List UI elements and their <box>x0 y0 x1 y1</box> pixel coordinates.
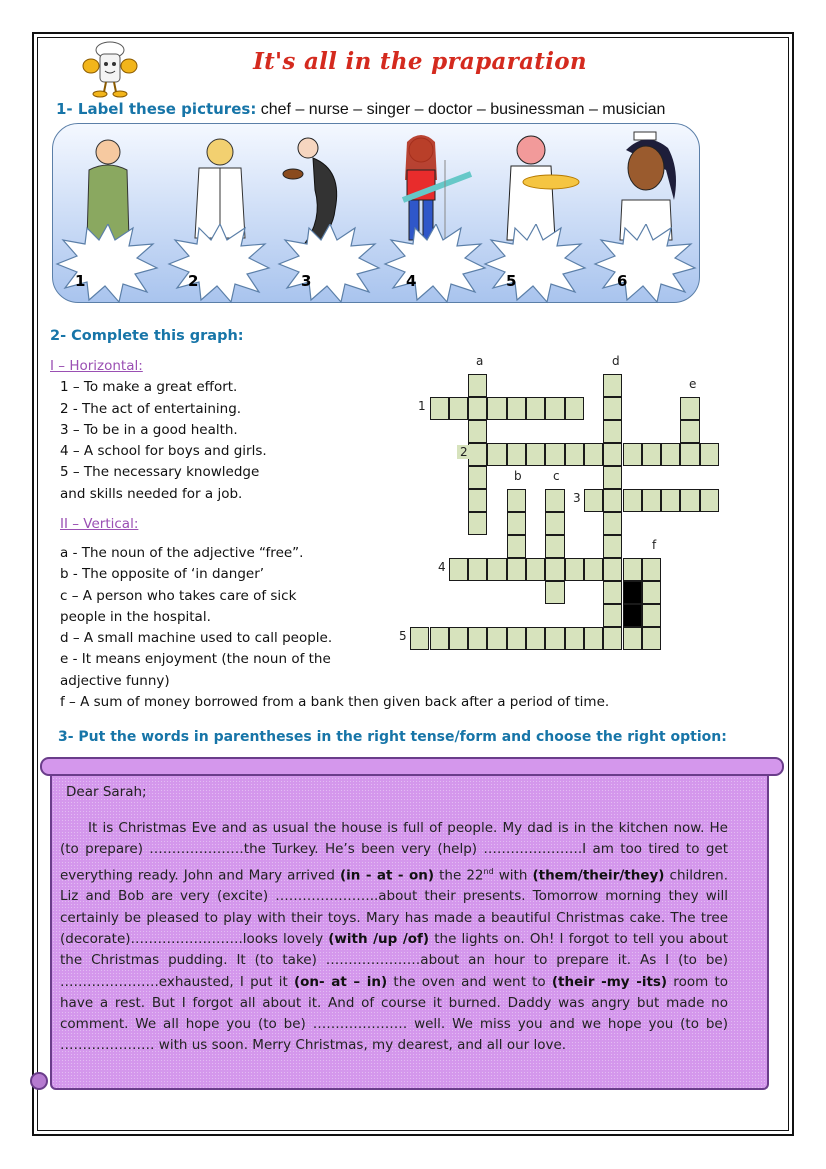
grid-cell[interactable] <box>603 466 622 489</box>
clue: a - The noun of the adjective “free”. <box>60 545 304 561</box>
grid-cell[interactable] <box>603 420 622 443</box>
section2-heading: 2- Complete this graph: <box>50 328 244 344</box>
section1-label: 1- Label these pictures <box>56 100 251 118</box>
grid-cell[interactable] <box>545 397 564 420</box>
horizontal-clues <box>50 356 267 505</box>
grid-cell[interactable] <box>584 558 603 581</box>
scroll-curl <box>30 1072 48 1090</box>
grid-cell[interactable] <box>545 581 564 604</box>
grid-cell[interactable] <box>468 512 487 535</box>
option-choice: (in - at - on) <box>339 867 435 884</box>
pictures-panel <box>52 123 700 303</box>
grid-cell[interactable] <box>507 627 526 650</box>
grid-cell[interactable] <box>545 489 564 512</box>
grid-cell[interactable] <box>430 397 449 420</box>
option-choice: (with /up /of) <box>328 930 430 947</box>
grid-cell[interactable] <box>449 627 468 650</box>
grid-cell[interactable] <box>487 397 506 420</box>
grid-cell[interactable] <box>487 558 506 581</box>
clue: adjective funny) <box>60 672 170 689</box>
grid-number-1: 1 <box>418 399 426 413</box>
grid-cell[interactable] <box>603 627 622 650</box>
vertical-heading-wrap <box>60 514 138 535</box>
grid-cell[interactable] <box>430 627 449 650</box>
grid-cell[interactable] <box>623 443 642 466</box>
grid-cell[interactable] <box>526 627 545 650</box>
clue: people in the hospital. <box>60 608 211 625</box>
grid-black-cell <box>623 581 642 604</box>
grid-cell[interactable] <box>507 489 526 512</box>
letter-body: It is Christmas Eve and as usual the house is full of people. My dad is in the kitchen now. He (to prepare) …………………the Turkey. He’s been very (help) ………………….I am too tired to get everything ready. John and Mary arrived (in - at - on) the 22nd with (them/their/they) children. Liz and Bob are very (excite) …………………..about their presents. Tomorrow morning they will certainly be pleased to play with their toys. Mary has made a beautiful Christmas cake. The tree (decorate)…………………….looks lovely (with /up /of) the lights on. Oh! I forgot to tell you about the Christmas pudding. It (to take) …………………about an hour to prepare it. As I (to be) ………………….exhausted, I put it (on- at – in) the oven and went to (their -my -its) room to have a rest. But I forgot all about it. And of course it burned. Daddy was angry but made no comment. We all hope you (to be) ………………… well. We miss you and we hope you (to be) ………………… with us soon. Merry Christmas, my dearest, and all our love. <box>60 820 729 1054</box>
grid-cell[interactable] <box>642 443 661 466</box>
grid-cell[interactable] <box>526 558 545 581</box>
grid-cell[interactable] <box>700 489 719 512</box>
grid-cell[interactable] <box>565 558 584 581</box>
grid-cell[interactable] <box>603 489 622 512</box>
grid-cell[interactable] <box>680 443 699 466</box>
clue: 4 – A school for boys and girls. <box>60 443 267 460</box>
horizontal-heading: I – Horizontal: <box>50 358 143 374</box>
grid-label-c: c <box>553 469 560 483</box>
grid-cell[interactable] <box>603 512 622 535</box>
grid-black-cell <box>623 604 642 627</box>
grid-cell[interactable] <box>623 489 642 512</box>
grid-cell[interactable] <box>642 627 661 650</box>
grid-label-f: f <box>652 538 657 552</box>
picture-number: 3 <box>301 272 312 290</box>
grid-cell[interactable] <box>507 558 526 581</box>
grid-cell[interactable] <box>603 374 622 397</box>
grid-cell[interactable] <box>584 489 603 512</box>
grid-cell[interactable] <box>468 420 487 443</box>
picture-number: 6 <box>617 272 628 290</box>
grid-cell[interactable] <box>603 535 622 558</box>
grid-cell[interactable] <box>410 627 429 650</box>
grid-cell[interactable] <box>449 558 468 581</box>
clue: e - It means enjoyment (the noun of the <box>60 651 331 668</box>
grid-cell[interactable] <box>545 512 564 535</box>
picture-number: 1 <box>75 272 86 290</box>
clue: 3 – To be in a good health. <box>60 421 238 438</box>
grid-cell[interactable] <box>507 512 526 535</box>
grid-label-d: d <box>612 354 620 368</box>
option-choice: (on- at – in) <box>293 973 388 990</box>
clue: b - The opposite of ‘in danger’ <box>60 566 265 583</box>
grid-cell[interactable] <box>584 443 603 466</box>
picture-number: 2 <box>188 272 199 290</box>
grid-cell[interactable] <box>584 627 603 650</box>
grid-cell[interactable] <box>565 627 584 650</box>
grid-cell[interactable] <box>642 581 661 604</box>
grid-cell[interactable] <box>487 627 506 650</box>
grid-cell[interactable] <box>545 627 564 650</box>
grid-cell[interactable] <box>468 489 487 512</box>
grid-cell[interactable] <box>623 627 642 650</box>
grid-cell[interactable] <box>603 604 622 627</box>
grid-cell[interactable] <box>623 558 642 581</box>
grid-cell[interactable] <box>449 397 468 420</box>
grid-cell[interactable] <box>545 443 564 466</box>
grid-cell[interactable] <box>603 443 622 466</box>
worksheet-title: It's all in the praparation <box>253 48 587 75</box>
clue: 2 - The act of entertaining. <box>60 400 242 417</box>
grid-cell[interactable] <box>565 443 584 466</box>
scroll-top-roll <box>40 757 784 776</box>
picture-number: 4 <box>406 272 417 290</box>
grid-cell[interactable] <box>526 397 545 420</box>
chef-mascot-icon <box>80 40 140 98</box>
picture-number: 5 <box>506 272 517 290</box>
grid-cell[interactable] <box>642 489 661 512</box>
grid-cell[interactable] <box>603 581 622 604</box>
grid-cell[interactable] <box>468 397 487 420</box>
grid-cell[interactable] <box>661 489 680 512</box>
section1-heading: 1- Label these pictures: chef – nurse – singer – doctor – businessman – musician <box>56 100 666 118</box>
grid-cell[interactable] <box>526 443 545 466</box>
grid-label-b: b <box>514 469 522 483</box>
grid-cell[interactable] <box>680 397 699 420</box>
grid-cell[interactable] <box>603 558 622 581</box>
grid-cell[interactable] <box>507 443 526 466</box>
grid-cell[interactable] <box>545 558 564 581</box>
grid-cell[interactable] <box>700 443 719 466</box>
starbursts <box>53 224 701 304</box>
clue: and skills needed for a job. <box>60 485 243 502</box>
vertical-heading: II – Vertical: <box>60 516 139 532</box>
grid-cell[interactable] <box>545 535 564 558</box>
clue: 5 – The necessary knowledge <box>60 464 260 481</box>
grid-number-5: 5 <box>399 629 407 643</box>
grid-cell[interactable] <box>565 397 584 420</box>
clue: c – A person who takes care of sick <box>60 587 297 604</box>
grid-cell[interactable] <box>468 558 487 581</box>
clue: d – A small machine used to call people. <box>60 630 333 647</box>
grid-cell[interactable] <box>661 443 680 466</box>
grid-cell[interactable] <box>642 604 661 627</box>
grid-cell[interactable] <box>468 443 487 466</box>
word-bank: chef – nurse – singer – doctor – businessman – musician <box>256 101 666 118</box>
grid-number-2: 2 <box>457 445 471 459</box>
grid-label-e: e <box>689 377 697 391</box>
grid-cell[interactable] <box>468 466 487 489</box>
letter-greeting: Dear Sarah; <box>66 784 147 800</box>
grid-cell[interactable] <box>487 443 506 466</box>
option-choice: (them/their/they) <box>532 867 665 884</box>
grid-cell[interactable] <box>468 374 487 397</box>
clue: 1 – To make a great effort. <box>60 379 238 396</box>
grid-cell[interactable] <box>468 627 487 650</box>
grid-cell[interactable] <box>507 535 526 558</box>
grid-cell[interactable] <box>680 489 699 512</box>
grid-cell[interactable] <box>680 420 699 443</box>
grid-number-4: 4 <box>438 560 446 574</box>
section3-heading: 3- Put the words in parentheses in the right tense/form and choose the right option: <box>58 729 727 745</box>
grid-cell[interactable] <box>507 397 526 420</box>
grid-cell[interactable] <box>642 558 661 581</box>
grid-number-3: 3 <box>573 491 581 505</box>
grid-label-a: a <box>476 354 484 368</box>
grid-cell[interactable] <box>603 397 622 420</box>
clue: f – A sum of money borrowed from a bank then given back after a period of time. <box>60 694 610 711</box>
option-choice: (their -my -its) <box>551 973 668 990</box>
